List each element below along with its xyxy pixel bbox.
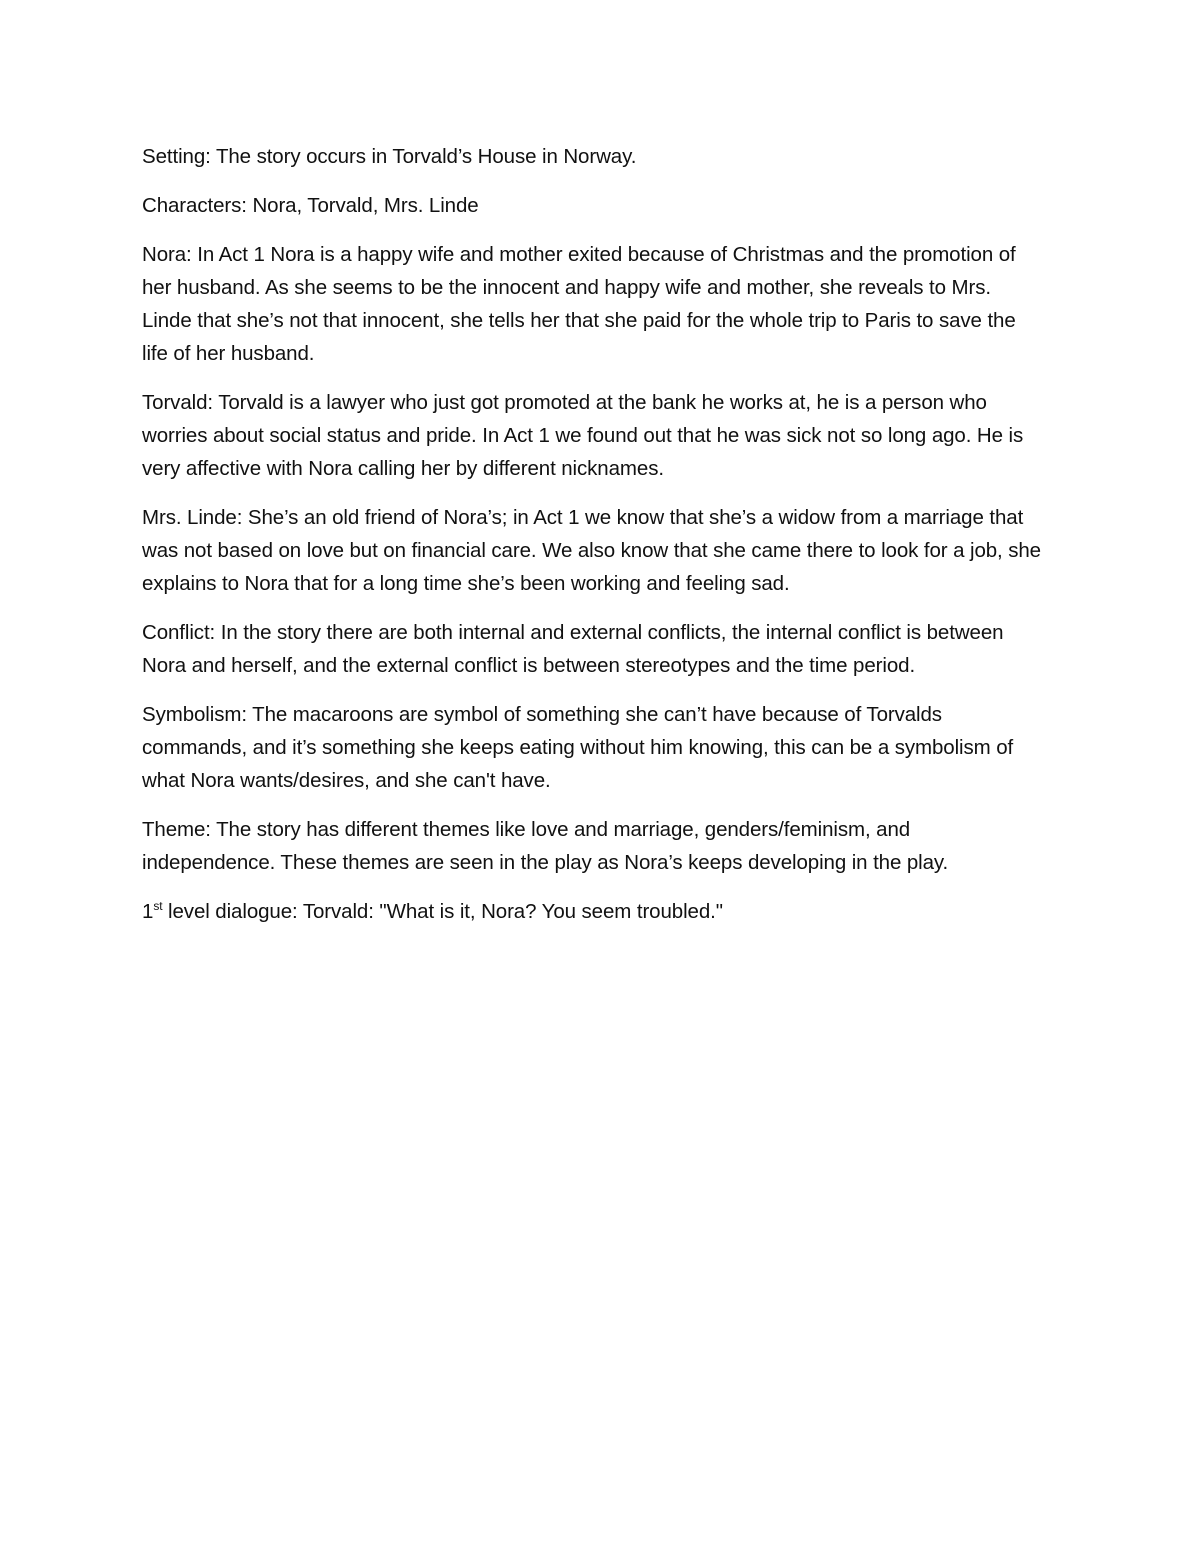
dialogue-level-number: 1 — [142, 900, 154, 923]
dialogue-text: level dialogue: Torvald: "What is it, Nora? You seem troubled." — [162, 900, 723, 923]
mrs-linde-paragraph: Mrs. Linde: She’s an old friend of Nora’s; in Act 1 we know that she’s a widow from a marriage that was not based on love but on financial care. We also know that she came there to look for a job, she explains to Nora that for a long time she’s been working and feeling sad. — [142, 506, 1041, 595]
nora-paragraph: Nora: In Act 1 Nora is a happy wife and mother exited because of Christmas and the promotion of her husband. As she seems to be the innocent and happy wife and mother, she reveals to Mrs. Linde that she’s not that innocent, she tells her that she paid for the whole trip to Paris to save the life of her husband. — [142, 243, 1016, 365]
torvald-paragraph: Torvald: Torvald is a lawyer who just got promoted at the bank he works at, he is a person who worries about social status and pride. In Act 1 we found out that he was sick not so long ago. He is very affective with Nora calling her by different nicknames. — [142, 391, 1024, 480]
setting-paragraph: Setting: The story occurs in Torvald’s House in Norway. — [142, 145, 637, 168]
document-body — [142, 140, 1042, 944]
characters-paragraph: Characters: Nora, Torvald, Mrs. Linde — [142, 194, 479, 217]
dialogue-level-suffix: st — [153, 899, 163, 914]
conflict-paragraph: Conflict: In the story there are both internal and external conflicts, the internal conflict is between Nora and herself, and the external conflict is between stereotypes and the time period. — [142, 621, 1004, 677]
theme-paragraph: Theme: The story has different themes like love and marriage, genders/feminism, and independence. These themes are seen in the play as Nora’s keeps developing in the play. — [142, 818, 949, 874]
dialogue-paragraph — [142, 895, 1042, 928]
symbolism-paragraph: Symbolism: The macaroons are symbol of something she can’t have because of Torvalds commands, and it’s something she keeps eating without him knowing, this can be a symbolism of what Nora wants/desires, and she can't have. — [142, 703, 1014, 792]
